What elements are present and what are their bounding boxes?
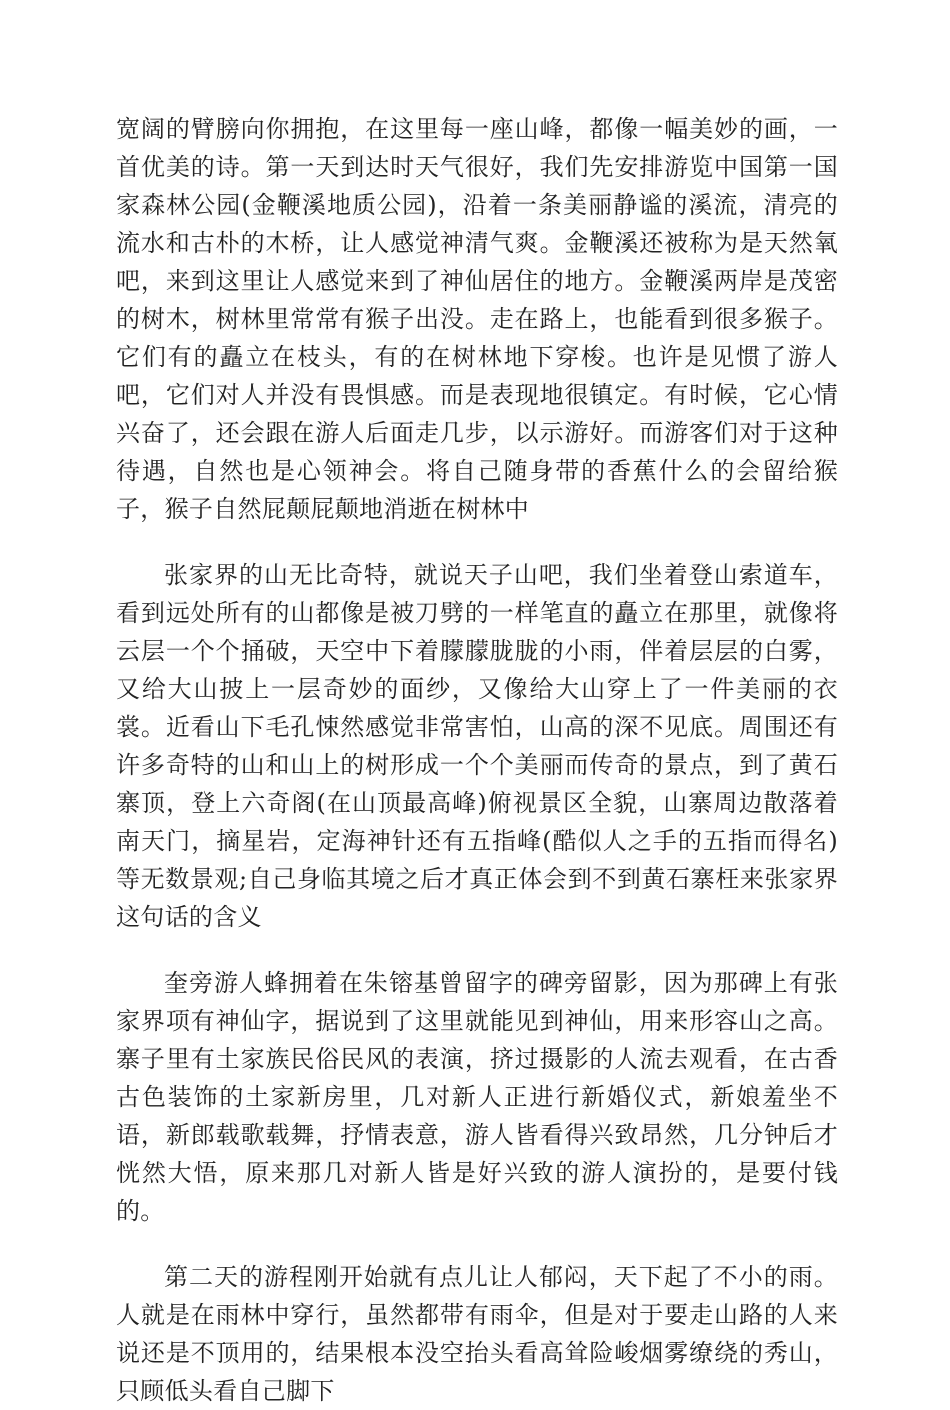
document-body (116, 110, 838, 1410)
paragraph-4: 第二天的游程刚开始就有点儿让人郁闷，天下起了不小的雨。人就是在雨林中穿行，虽然都带有雨伞，但是对于要走山路的人来说还是不顶用的，结果根本没空抬头看高耸险峻烟雾缭绕的秀山，只顾低头看自己脚下 (116, 1263, 838, 1405)
paragraph-1: 宽阔的臂膀向你拥抱，在这里每一座山峰，都像一幅美妙的画，一首优美的诗。第一天到达时天气很好，我们先安排游览中国第一国家森林公园(金鞭溪地质公园)，沿着一条美丽静谧的溪流，清亮的流水和古朴的木桥，让人感觉神清气爽。金鞭溪还被称为是天然氧吧，来到这里让人感觉来到了神仙居住的地方。金鞭溪两岸是茂密的树木，树林里常常有猴子出没。走在路上，也能看到很多猴子。它们有的矗立在枝头，有的在树林地下穿梭。也许是见惯了游人吧，它们对人并没有畏惧感。而是表现地很镇定。有时候，它心情兴奋了，还会跟在游人后面走几步，以示游好。而游客们对于这种待遇，自然也是心领神会。将自己随身带的香蕉什么的会留给猴子，猴子自然屁颠屁颠地消逝在树林中 (116, 115, 838, 523)
paragraph-2: 张家界的山无比奇特，就说天子山吧，我们坐着登山索道车，看到远处所有的山都像是被刀劈的一样笔直的矗立在那里，就像将云层一个个捅破，天空中下着朦朦胧胧的小雨，伴着层层的白雾，又给大山披上一层奇妙的面纱，又像给大山穿上了一件美丽的衣裳。近看山下毛孔悚然感觉非常害怕，山高的深不见底。周围还有许多奇特的山和山上的树形成一个个美丽而传奇的景点，到了黄石寨顶，登上六奇阁(在山顶最高峰)俯视景区全貌，山寨周边散落着南天门，摘星岩，定海神针还有五指峰(酷似人之手的五指而得名)等无数景观;自己身临其境之后才真正体会到不到黄石寨枉来张家界这句话的含义 (116, 561, 838, 931)
paragraph-3: 奎旁游人蜂拥着在朱镕基曾留字的碑旁留影，因为那碑上有张家界项有神仙字，据说到了这里就能见到神仙，用来形容山之高。寨子里有土家族民俗民风的表演，挤过摄影的人流去观看，在古香古色装饰的土家新房里，几对新人正进行新婚仪式，新娘羞坐不语，新郎载歌载舞，抒情表意，游人皆看得兴致昂然，几分钟后才恍然大悟，原来那几对新人皆是好兴致的游人演扮的，是要付钱的。 (116, 969, 838, 1225)
